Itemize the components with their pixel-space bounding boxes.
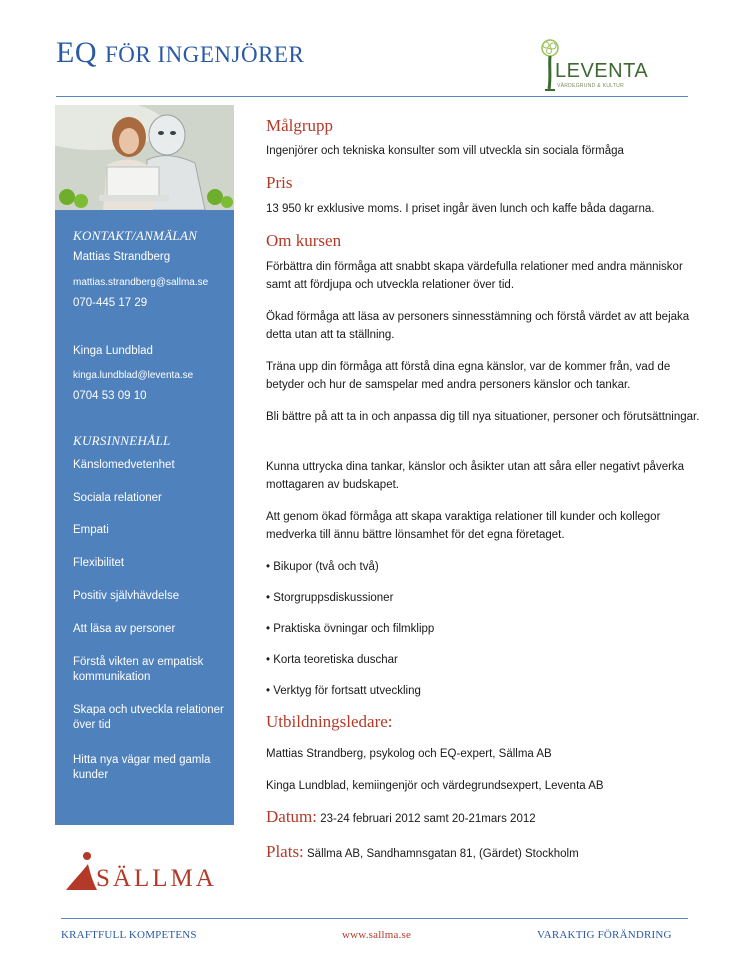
- about-heading: Om kursen: [266, 231, 342, 250]
- about-paragraph: Kunna uttrycka dina tankar, känslor och åsikter utan att såra eller negativt påverka mottagaren av budskapet.: [266, 461, 685, 491]
- leventa-tagline: VÄRDEGRUND & KULTUR: [557, 83, 625, 89]
- list-item: • Praktiska övningar och filmklipp: [266, 623, 435, 635]
- content-item: Empati: [73, 524, 109, 536]
- contact-1-name: Mattias Strandberg: [73, 251, 171, 263]
- price-text: 13 950 kr exklusive moms. I priset ingår även lunch och kaffe båda dagarna.: [266, 203, 655, 215]
- footer-right: VARAKTIG FÖRÄNDRING: [537, 929, 672, 941]
- target-text: Ingenjörer och tekniska konsulter som vill utveckla sin sociala förmåga: [266, 145, 624, 157]
- about-paragraph: Förbättra din förmåga att snabbt skapa värdefulla relationer med andra människor samt att fördjupa och utveckla relationer över tid.: [266, 261, 683, 291]
- about-paragraph: Ökad förmåga att läsa av personers sinnesstämning och förstå värdet av att bejaka detta utan att ta ställning.: [266, 311, 690, 341]
- date-line: [266, 808, 706, 828]
- place-line: [266, 843, 706, 863]
- content-item: Hitta nya vägar med gamla kunder: [73, 754, 211, 781]
- list-item: • Korta teoretiska duschar: [266, 654, 398, 666]
- contact-2-name: Kinga Lundblad: [73, 345, 153, 357]
- date-label: Datum:: [266, 807, 317, 826]
- contact-1-email[interactable]: mattias.strandberg@sallma.se: [73, 277, 209, 288]
- list-item: • Storgruppsdiskussioner: [266, 592, 394, 604]
- leaders-heading: Utbildningsledare:: [266, 712, 393, 731]
- sidebar: [55, 105, 234, 825]
- content-item: Skapa och utveckla relationer över tid: [73, 704, 224, 731]
- top-divider: [56, 96, 688, 97]
- list-item: • Bikupor (två och två): [266, 561, 379, 573]
- woman-and-robot-at-laptop-photo: [55, 105, 234, 210]
- target-heading: Målgrupp: [266, 116, 334, 135]
- place-label: Plats:: [266, 842, 304, 861]
- footer-website-link[interactable]: www.sallma.se: [342, 929, 412, 941]
- place-value: Sällma AB, Sandhamnsgatan 81, (Gärdet) Stockholm: [307, 848, 579, 860]
- date-value: 23-24 februari 2012 samt 20-21mars 2012: [320, 813, 536, 825]
- title-main: EQ: [56, 36, 97, 69]
- leader-1: Mattias Strandberg, psykolog och EQ-expert, Sällma AB: [266, 748, 552, 760]
- leader-2: Kinga Lundblad, kemiingenjör och värdegrundsexpert, Leventa AB: [266, 780, 604, 792]
- bottom-divider: [61, 918, 688, 919]
- about-paragraph: Att genom ökad förmåga att skapa varaktiga relationer till kunder och kollegor medverka till ännu bättre lönsamhet för det egna företaget.: [266, 511, 661, 541]
- sallma-name: SÄLLMA: [96, 865, 217, 892]
- about-paragraph: Bli bättre på att ta in och anpassa dig till nya situationer, personer och förutsättningar.: [266, 411, 700, 423]
- content-item: Sociala relationer: [73, 492, 162, 504]
- content-item: Flexibilitet: [73, 557, 125, 569]
- list-item: • Verktyg för fortsatt utveckling: [266, 685, 421, 697]
- content-item: Att läsa av personer: [73, 623, 176, 635]
- leventa-name: LEVENTA: [555, 60, 649, 82]
- content-item: Känslomedvetenhet: [73, 459, 175, 471]
- content-item: Förstå vikten av empatisk kommunikation: [73, 656, 204, 683]
- title-rest: FÖR INGENJÖRER: [105, 42, 305, 67]
- content-item: Positiv självhävdelse: [73, 590, 180, 602]
- footer-left: KRAFTFULL KOMPETENS: [61, 929, 197, 941]
- contact-2-phone: 0704 53 09 10: [73, 390, 147, 402]
- leventa-logo: [535, 37, 649, 95]
- contact-heading: KONTAKT/ANMÄLAN: [73, 228, 198, 243]
- price-heading: Pris: [266, 173, 293, 192]
- about-paragraph: Träna upp din förmåga att förstå dina egna känslor, var de kommer från, vad de betyder och hur de samspelar med andra personers känslor och tankar.: [266, 361, 671, 391]
- content-heading: KURSINNEHÅLL: [73, 433, 171, 448]
- page-title: [56, 36, 304, 70]
- contact-2-email[interactable]: kinga.lundblad@leventa.se: [73, 370, 194, 381]
- person-figure-icon: [64, 850, 100, 892]
- sallma-logo: [64, 850, 224, 892]
- contact-1-phone: 070-445 17 29: [73, 297, 148, 309]
